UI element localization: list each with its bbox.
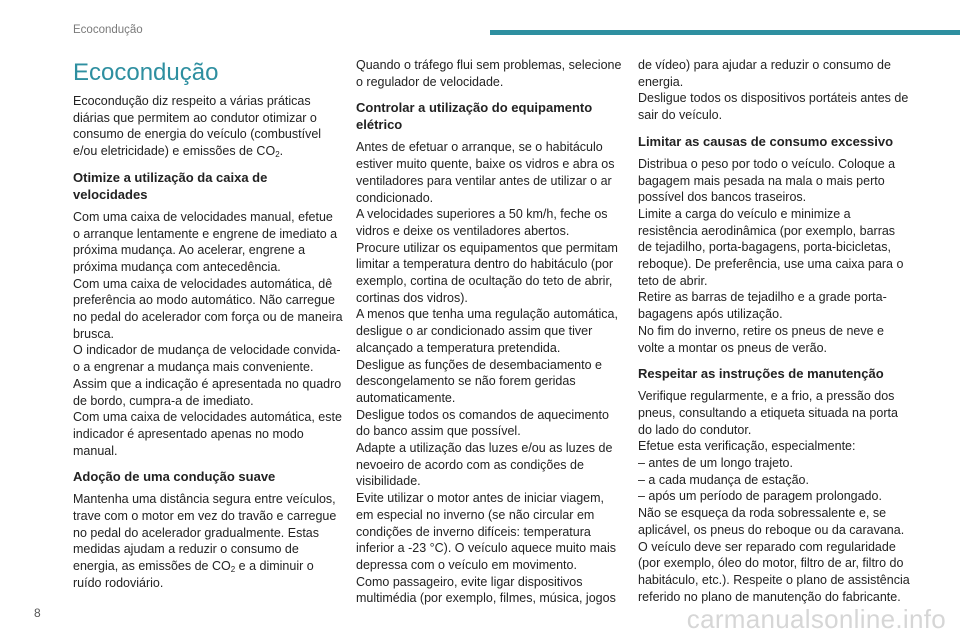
- devices-paragraph: de vídeo) para ajudar a reduzir o consumo de energia. Desligue todos os dispositivos portáteis antes de sair do veículo.: [638, 58, 909, 123]
- heading-excess-consumption: Limitar as causas de consumo excessivo: [638, 133, 894, 149]
- excess-consumption-paragraph: Distribua o peso por todo o veículo. Coloque a bagagem mais pesada na mala o mais perto possível dos bancos traseiros. Limite a carga do veículo e minimize a resistência aerodinâmica (por exemplo, barras de tejadilho, porta-bagagens, porta-bicicletas, reboque). De preferência, use uma caixa para o teto de abrir. Retire as barras de tejadilho e a grade porta-bagagens após utilização. No fim do inverno, retire os pneus de neve e volte a montar os pneus de verão.: [638, 156, 904, 355]
- column-left: [73, 57, 343, 592]
- page-title: Ecocondução: [73, 59, 219, 86]
- cruise-control-paragraph: Quando o tráfego flui sem problemas, selecione o regulador de velocidade.: [356, 58, 622, 89]
- page-number: 8: [34, 606, 41, 620]
- header-accent-bar: [490, 30, 960, 35]
- gearbox-paragraph: Com uma caixa de velocidades manual, efetue o arranque lentamente e engrene de imediato a próxima mudança. Ao acelerar, engrene a próxima mudança com antecedência. Com uma caixa de velocidades automática, dê preferência ao modo automático. Não carregue no pedal do acelerador com força ou de maneira brusca. O indicador de mudança de velocidade convida-o a engrenar a mudança mais conveniente. Assim que a indicação é apresentada no quadro de bordo, cumpra-a de imediato. Com uma caixa de velocidades automática, este indicador é apresentado apenas no modo manual.: [73, 209, 343, 458]
- heading-smooth-driving: Adoção de uma condução suave: [73, 469, 276, 485]
- smooth-driving-paragraph: [73, 491, 343, 591]
- smooth-driving-text: Mantenha uma distância segura entre veículos, trave com o motor em vez do travão e carregue no pedal do acelerador gradualmente. Estas medidas ajudam a reduzir o consumo de energia, as emissões de CO: [73, 492, 337, 574]
- co2-subscript: 2: [275, 150, 280, 160]
- heading-maintenance: Respeitar as instruções de manutenção: [638, 366, 884, 382]
- intro-text: Ecocondução diz respeito a várias práticas diárias que permitem ao condutor otimizar o consumo de energia do veículo (combustível e/ou eletricidade) e emissões de CO: [73, 94, 322, 159]
- co2-subscript: 2: [230, 565, 236, 575]
- smooth-driving-text-end: e a diminuir o ruído rodoviário.: [73, 559, 314, 590]
- heading-gearbox: Otimize a utilização da caixa de velocidades: [73, 169, 268, 202]
- intro-text-end: .: [279, 144, 284, 159]
- electrical-equipment-paragraph: Antes de efetuar o arranque, se o habitáculo estiver muito quente, baixe os vidros e abra os ventiladores para ventilar antes de utilizar o ar condicionado. A velocidades superiores a 50 km/h, feche os vidros e deixe os ventiladores abertos. Procure utilizar os equipamentos que permitam limitar a temperatura dentro do habitáculo (por exemplo, cortina de ocultação do teto de abrir, cortinas dos vidros). A menos que tenha uma regulação automática, desligue o ar condicionado assim que tiver alcançado a temperatura pretendida. Desligue as funções de desembaciamento e descongelamento se não forem geridas automaticamente. Desligue todos os comandos de aquecimento do banco assim que possível. Adapte a utilização das luzes e/ou as luzes de nevoeiro de acordo com as condições de visibilidade. Evite utilizar o motor antes de iniciar viagem, em especial no inverno (se não circular em condições de inverno difíceis: temperatura inferior a -23 °C). O veículo aquece muito mais depressa com o veículo em movimento. Como passageiro, evite ligar dispositivos multimédia (por exemplo, filmes, música, jogos: [356, 140, 618, 606]
- column-middle: [356, 57, 624, 607]
- heading-electrical-equipment: Controlar a utilização do equipamento elétrico: [356, 100, 593, 133]
- intro-paragraph: [73, 93, 343, 160]
- column-right: [638, 57, 910, 605]
- maintenance-paragraph: Verifique regularmente, e a frio, a pressão dos pneus, consultando a etiqueta situada na porta do lado do condutor. Efetue esta verificação, especialmente: – antes de um longo trajeto. – a cada mudança de estação. – após um período de paragem prolongado. Não se esqueça da roda sobressalente e, se aplicável, os pneus do reboque ou da caravana. O veículo deve ser reparado com regularidade (por exemplo, óleo do motor, filtro de ar, filtro do habitáculo, etc.). Respeite o plano de assistência referido no plano de manutenção do fabricante.: [638, 389, 910, 604]
- watermark: carmanualsonline.info: [686, 604, 946, 634]
- header-section-label: Ecocondução: [73, 24, 143, 36]
